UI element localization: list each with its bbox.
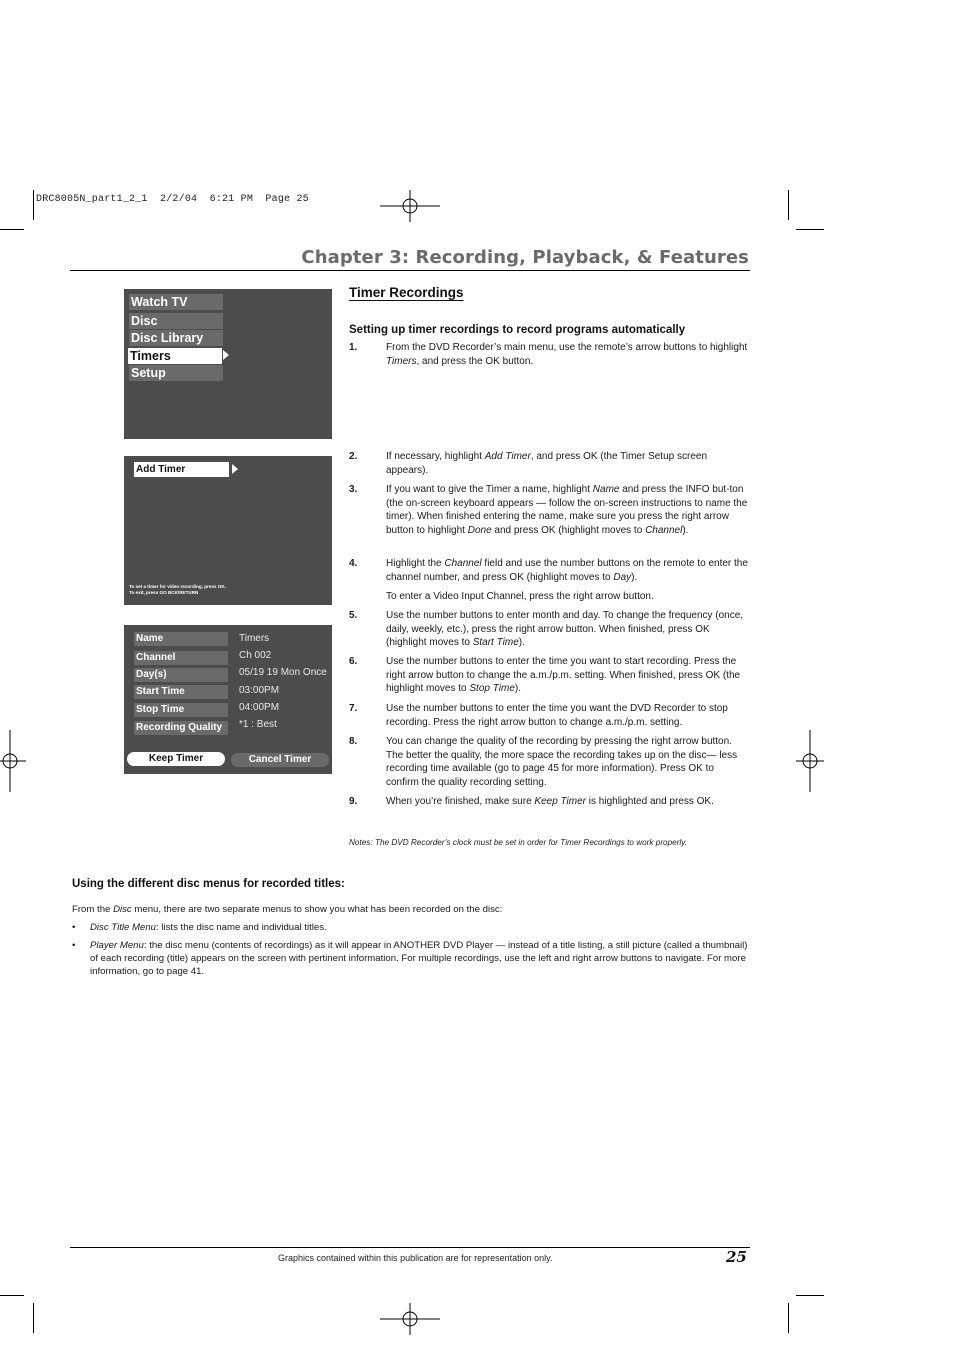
bullet-text: Disc Title Menu: lists the disc name and individual titles.	[90, 922, 327, 933]
notes: Notes: The DVD Recorder’s clock must be set in order for Timer Recordings to work properly.	[349, 838, 688, 847]
registration-mark-left	[0, 730, 26, 792]
step-number: 6.	[349, 656, 358, 667]
right-arrow-icon	[223, 350, 229, 360]
field-value-stop-time: 04:00PM	[239, 702, 280, 713]
step-number: 9.	[349, 796, 358, 807]
timer-setup-screen	[124, 625, 332, 774]
step-text: If necessary, highlight Add Timer, and press OK (the Timer Setup screen appears).	[386, 451, 708, 476]
registration-mark-top	[380, 190, 440, 222]
menu-item-disc-library[interactable]: Disc Library	[129, 330, 223, 346]
step-1	[349, 341, 749, 368]
footer-rule	[70, 1247, 750, 1248]
step-text: To enter a Video Input Channel, press the right arrow button.	[386, 591, 654, 602]
step-5	[349, 609, 749, 650]
step-text: If you want to give the Timer a name, highlight Name and press the INFO but-ton (the on-screen keyboard appears — follow the on-screen instructions to name the timer). When finished entering the name, make sure you press the right arrow button to highlight Done and press OK (highlight moves to Channel).	[386, 484, 748, 536]
field-label-start-time[interactable]: Start Time	[134, 685, 228, 699]
step-number: 8.	[349, 736, 358, 747]
step-text: From the DVD Recorder’s main menu, use the remote’s arrow buttons to highlight Timers, and press the OK button.	[386, 342, 748, 367]
bullet-dot: •	[72, 940, 76, 951]
field-value-recording-quality: *1 : Best	[239, 719, 277, 730]
bullet-player-menu	[72, 939, 752, 978]
step-6	[349, 655, 749, 696]
field-value-name: Timers	[239, 633, 270, 644]
menu-item-setup[interactable]: Setup	[129, 365, 223, 381]
chapter-title: Chapter 3: Recording, Playback, & Features	[301, 247, 749, 268]
field-label-days[interactable]: Day(s)	[134, 668, 228, 682]
timers-screen	[124, 456, 332, 605]
menu-item-disc[interactable]: Disc	[129, 313, 223, 329]
field-label-stop-time[interactable]: Stop Time	[134, 703, 228, 717]
bullet-disc-title-menu	[72, 921, 752, 934]
field-value-start-time: 03:00PM	[239, 685, 280, 696]
step-number: 1.	[349, 342, 358, 353]
step-text: Highlight the Channel field and use the number buttons on the remote to enter the channel number, and press OK (highlight moves to Day).	[386, 558, 748, 583]
bullet-text: Player Menu: the disc menu (contents of recordings) as it will appear in ANOTHER DVD Player — instead of a title listing, a still picture (called a thumbnail) of each recording (title) appears on the screen with pertinent information. For multiple recordings, use the left and right arrow buttons to navigate. For more information, go to page 41.	[90, 940, 748, 977]
timers-hint-line-1: To set a timer for video recording, press OK.	[129, 584, 226, 589]
step-number: 2.	[349, 451, 358, 462]
step-number: 7.	[349, 703, 358, 714]
registration-mark-bottom	[380, 1303, 440, 1335]
section-title: Timer Recordings	[349, 285, 464, 300]
step-number: 4.	[349, 558, 358, 569]
disc-menus-intro: From the Disc menu, there are two separate menus to show you what has been recorded on the disc:	[72, 904, 503, 915]
menu-item-timers[interactable]: Timers	[128, 348, 222, 364]
footer-note: Graphics contained within this publication are for representation only.	[278, 1253, 553, 1263]
field-value-channel: Ch 002	[239, 650, 272, 661]
step-number: 3.	[349, 484, 358, 495]
step-number: 5.	[349, 610, 358, 621]
registration-mark-right	[796, 730, 824, 792]
step-text: Use the number buttons to enter month and day. To change the frequency (once, daily, weekly, etc.), press the right arrow button. When finished, press OK (highlight moves to Start Time).	[386, 610, 744, 649]
field-label-recording-quality[interactable]: Recording Quality	[134, 721, 228, 735]
field-label-name[interactable]: Name	[134, 632, 228, 646]
field-value-days: 05/19 19 Mon Once	[239, 667, 327, 678]
bullet-dot: •	[72, 922, 76, 933]
page-number: 25	[726, 1248, 747, 1266]
cancel-timer-button[interactable]: Cancel Timer	[231, 753, 329, 767]
disc-menus-heading: Using the different disc menus for recorded titles:	[72, 878, 345, 890]
add-timer-item[interactable]: Add Timer	[134, 462, 229, 477]
step-text: When you’re finished, make sure Keep Timer is highlighted and press OK.	[386, 796, 714, 807]
step-2	[349, 450, 749, 477]
timer-subhead: Setting up timer recordings to record programs automatically	[349, 324, 686, 336]
step-text: You can change the quality of the recording by pressing the right arrow button. The better the quality, the more space the recording takes up on the disc— less recording time available (go to page 45 for more information). Press OK to confirm the quality recording setting.	[386, 736, 738, 788]
timers-hint-line-2: To exit, press GO BCK/RETURN	[129, 590, 199, 595]
printer-slug: DRC8005N_part1_2_1 2/2/04 6:21 PM Page 25	[36, 194, 309, 205]
keep-timer-button[interactable]: Keep Timer	[127, 752, 225, 766]
step-text: Use the number buttons to enter the time you want the DVD Recorder to stop recording. Press the right arrow button to change a.m./p.m. setting.	[386, 703, 728, 728]
main-menu-screen	[124, 289, 332, 439]
step-4	[349, 557, 749, 584]
header-rule	[70, 270, 750, 271]
menu-item-watch-tv[interactable]: Watch TV	[129, 294, 223, 310]
step-8	[349, 735, 749, 789]
step-9	[349, 795, 749, 809]
step-3	[349, 483, 749, 537]
field-label-channel[interactable]: Channel	[134, 651, 228, 665]
step-text: Use the number buttons to enter the time you want to start recording. Press the right arrow button to change the a.m./p.m. setting. When finished, press OK (the highlight moves to Stop Time).	[386, 656, 741, 695]
right-arrow-icon	[232, 464, 238, 474]
step-4-note	[349, 590, 749, 604]
step-7	[349, 702, 749, 729]
